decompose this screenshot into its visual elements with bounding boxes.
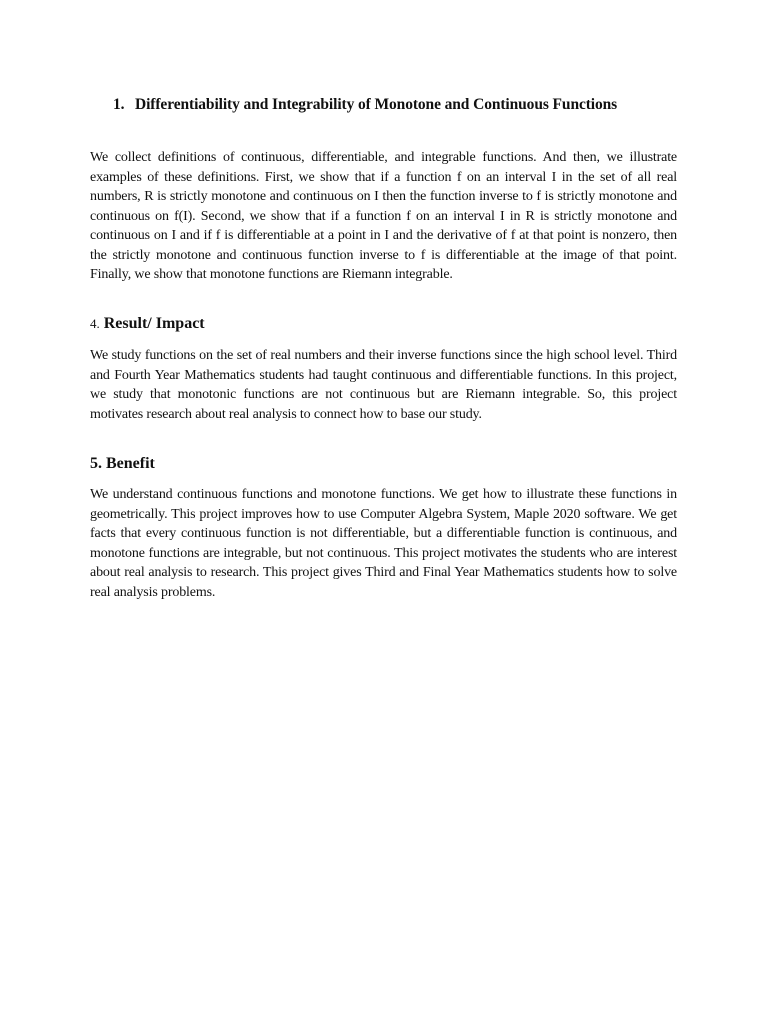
- section-1-title: Differentiability and Integrability of Monotone and Continuous Functions: [135, 96, 618, 113]
- section-4-number: 4.: [90, 316, 100, 331]
- section-5-heading: 5. Benefit: [90, 455, 155, 472]
- section-1-paragraph: We collect definitions of continuous, differentiable, and integrable functions. And then, we illustrate examples of these definitions. First, we show that if a function f on an interval I in the set of all real numbers, R is strictly monotone and continuous on I then the function inverse to f is strictly monotone and continuous on f(I). Second, we show that if a function f on an interval I in R is strictly monotone and continuous on I and if f is differentiable at a point in I and the derivative of f at that point is nonzero, then the strictly monotone and continuous function inverse to f is differentiable at the image of that point. Finally, we show that monotone functions are Riemann integrable.: [90, 150, 677, 282]
- section-5-paragraph: We understand continuous functions and monotone functions. We get how to illustrate these functions in geometrically. This project improves how to use Computer Algebra System, Maple 2020 software. We get facts that every continuous function is not differentiable, but a differentiable function is continuous, and monotone functions are integrable, but not continuous. This project motivates the students who are interest about real analysis to research. This project gives Third and Final Year Mathematics students how to solve real analysis problems.: [90, 487, 677, 600]
- section-4-heading: [90, 314, 205, 334]
- section-1-heading: [113, 94, 673, 116]
- section-4-title: Result/ Impact: [103, 315, 205, 332]
- section-4-paragraph: We study functions on the set of real numbers and their inverse functions since the high school level. Third and Fourth Year Mathematics students had taught continuous and differentiable functions. In this project, we study that monotonic functions are not continuous but are Riemann integrable. So, this project motivates research about real analysis to connect how to base our study.: [90, 348, 677, 422]
- section-1-number: 1.: [113, 96, 125, 113]
